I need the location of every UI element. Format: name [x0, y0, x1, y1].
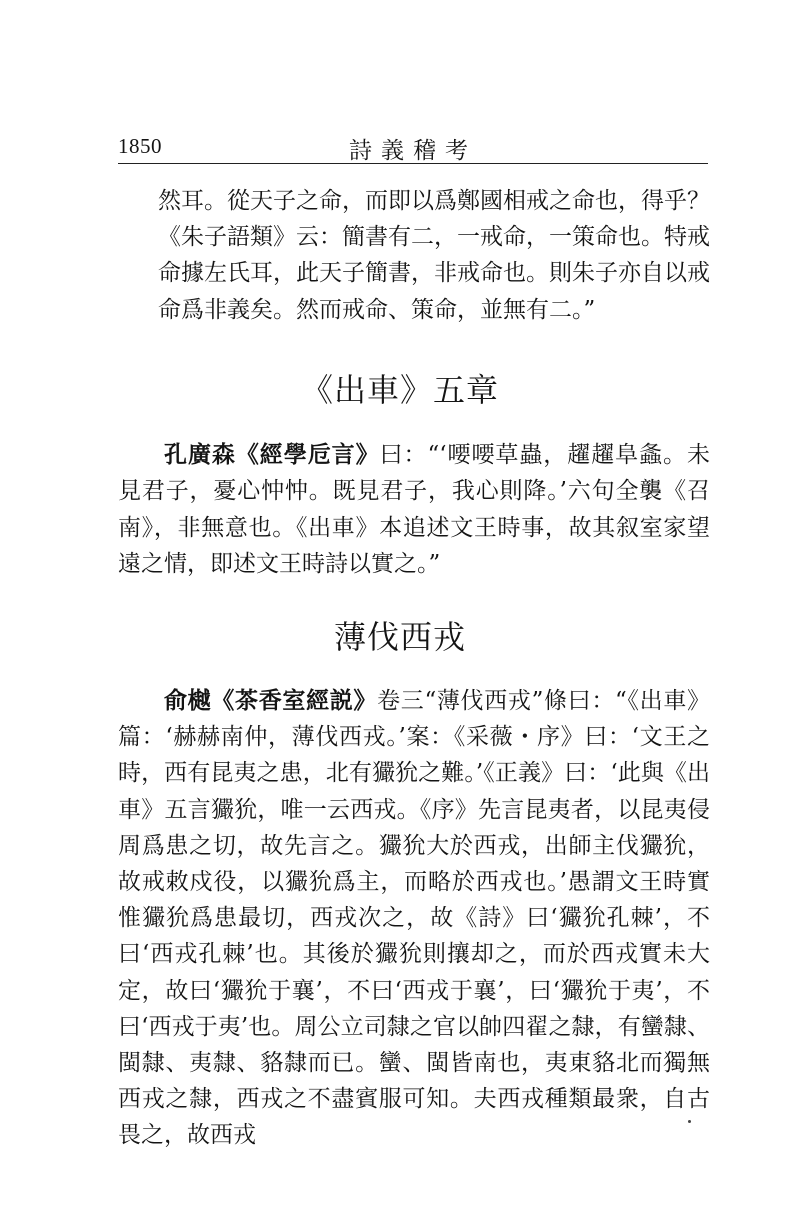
- page-header: [118, 128, 708, 164]
- author-name: 孔廣森: [164, 441, 236, 468]
- paragraph-body: 卷三“薄伐西戎”條曰：“《出車》篇：‘赫赫南仲，薄伐西戎。’案：《采薇・序》曰：‘文王之時，西有昆夷之患，北有玁狁之難。’《正義》曰：‘此與《出車》五言玁狁，唯一云西戎。《序》先言昆夷者，以昆夷侵周爲患之切，故先言之。玁狁大於西戎，出師主伐玁狁，故戒敕戍役，以玁狁爲主，而略於西戎也。’愚謂文王時實惟玁狁爲患最切，西戎次之，故《詩》曰‘玁狁孔棘’，不曰‘西戎孔棘’也。其後於玁狁則攘却之，而於西戎實未大定，故曰‘玁狁于襄’，不曰‘西戎于襄’，曰‘玁狁于夷’，不曰‘西戎于夷’也。周公立司隸之官以帥四翟之隸，有蠻隸、閩隸、夷隸、貉隸而已。蠻、閩皆南也，夷東貉北而獨無西戎之隸，西戎之不盡賓服可知。夫西戎種類最衆，自古畏之，故西戎: [118, 688, 711, 1149]
- running-title: 詩義稽考: [349, 138, 477, 164]
- author-name: 俞樾: [164, 687, 212, 714]
- section-heading-chu-che: 《出車》五章: [300, 371, 499, 409]
- paragraph-body: 曰：“‘喓喓草蟲，趯趯阜螽。未見君子，憂心忡忡。既見君子，我心則降。’六句全襲《召南》，非無意也。《出車》本追述文王時事，故其叙室家望遠之情，即述文王時詩以實之。”: [118, 442, 711, 578]
- header-rule: [118, 163, 708, 164]
- work-title: 《經學卮言》: [235, 441, 380, 468]
- commentary-paragraph: [118, 437, 710, 583]
- continued-quote-block: 然耳。從天子之命，而即以爲鄭國相戒之命也，得乎？《朱子語類》云：簡書有二，一戒命，一策命也。特戒命據左氏耳，此天子簡書，非戒命也。則朱子亦自以戒命爲非義矣。然而戒命、策命，並無有二。”: [158, 188, 710, 323]
- section-heading-bo-fa-xi-rong: 薄伐西戎: [333, 618, 466, 656]
- commentary-paragraph: [118, 683, 710, 1154]
- scan-speck: [688, 1120, 691, 1123]
- page-number: 1850: [118, 134, 162, 158]
- work-title: 《茶香室經説》: [211, 687, 378, 714]
